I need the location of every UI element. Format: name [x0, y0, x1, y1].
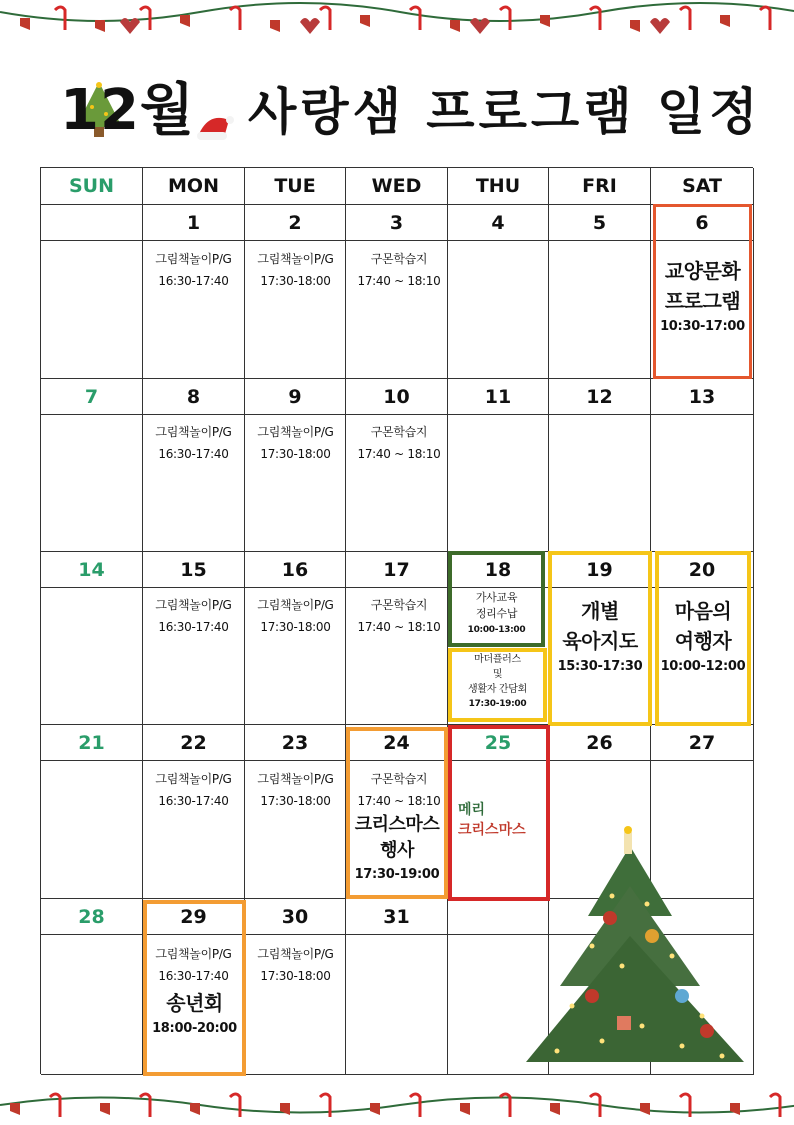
- event-name: 그림책놀이P/G: [155, 252, 232, 266]
- event-name: 구몬학습지: [370, 252, 428, 266]
- weekday-header-6: SAT: [651, 168, 754, 205]
- merry-line1: 메리: [458, 802, 486, 818]
- event-time: 17:30-18:00: [260, 274, 331, 288]
- event-thu18-line1: 가사교육: [475, 591, 518, 604]
- day-number: 16: [245, 552, 346, 588]
- event-picture-book-tue: [245, 594, 346, 638]
- santa-hat-icon: [195, 110, 235, 142]
- event-time: 16:30-17:40: [158, 969, 229, 983]
- event-name: 그림책놀이P/G: [257, 425, 334, 439]
- event-fri19: [550, 596, 650, 678]
- event-thu18b-line1: 마더플러스: [474, 654, 521, 665]
- christmas-tree-decoration: [522, 826, 754, 1074]
- day-cell: [41, 588, 143, 725]
- event-name: 그림책놀이P/G: [155, 598, 232, 612]
- event-name: 그림책놀이P/G: [155, 947, 232, 961]
- event-time: 17:40 ~ 18:10: [357, 620, 441, 634]
- event-name: 그림책놀이P/G: [155, 772, 232, 786]
- day-cell: [346, 935, 448, 1075]
- event-thu18: [450, 590, 543, 638]
- day-number: 27: [651, 725, 754, 761]
- event-picture-book-mon: [143, 248, 244, 292]
- event-sat20-time: 10:00-12:00: [660, 659, 746, 674]
- event-picture-book-mon: [143, 594, 244, 638]
- day-number: 24: [346, 725, 448, 761]
- day-number: 20: [651, 552, 754, 588]
- event-kumon: [350, 421, 448, 465]
- event-mon29-time: 18:00-20:00: [152, 1021, 237, 1036]
- day-number: 4: [448, 205, 549, 241]
- event-name: 그림책놀이P/G: [257, 252, 334, 266]
- day-number: 12: [549, 379, 651, 415]
- event-thu18b-time: 17:30-19:00: [468, 699, 527, 709]
- event-picture-book-tue: [245, 943, 346, 987]
- event-time: 17:30-18:00: [260, 794, 331, 808]
- event-picture-book-mon: [143, 768, 244, 812]
- day-number: 19: [549, 552, 651, 588]
- event-thu18-time: 10:00-13:00: [467, 625, 526, 635]
- event-fri19-line2: 육아지도: [562, 629, 638, 653]
- day-number: 26: [549, 725, 651, 761]
- event-wed24-time: 17:30-19:00: [354, 867, 440, 882]
- event-sat6: [655, 256, 750, 338]
- day-number: 9: [245, 379, 346, 415]
- page-title: 사랑샘 프로그램 일정: [248, 83, 762, 141]
- day-number: 17: [346, 552, 448, 588]
- day-cell: [41, 241, 143, 379]
- merry-christmas-text: [458, 800, 526, 840]
- event-kumon: [350, 248, 448, 292]
- day-cell: [41, 415, 143, 552]
- day-number: 10: [346, 379, 448, 415]
- event-sat20-line1: 마음의: [674, 599, 732, 623]
- day-number: 22: [143, 725, 245, 761]
- day-number: 28: [41, 899, 143, 935]
- day-cell: [549, 241, 651, 379]
- event-time: 16:30-17:40: [158, 447, 229, 461]
- event-mon29-line1: 송년회: [166, 991, 223, 1015]
- event-sat20: [657, 596, 749, 678]
- weekday-header-3: WED: [346, 168, 448, 205]
- day-number: 6: [651, 205, 754, 241]
- event-name: 그림책놀이P/G: [155, 425, 232, 439]
- event-name: 구몬학습지: [370, 425, 428, 439]
- day-number: 11: [448, 379, 549, 415]
- event-thu18-evening: [450, 652, 545, 712]
- day-number: 13: [651, 379, 754, 415]
- event-name: 구몬학습지: [370, 772, 428, 786]
- day-number: 18: [448, 552, 549, 588]
- event-fri19-line1: 개별: [581, 599, 619, 623]
- event-picture-book-tue: [245, 768, 346, 812]
- weekday-header-1: MON: [143, 168, 245, 205]
- day-number: 30: [245, 899, 346, 935]
- event-time: 17:40 ~ 18:10: [357, 274, 441, 288]
- event-kumon: [350, 594, 448, 638]
- event-time: 17:30-18:00: [260, 620, 331, 634]
- event-picture-book-mon: [143, 421, 244, 465]
- merry-line2: 크리스마스: [458, 822, 526, 838]
- event-sat20-line2: 여행자: [674, 629, 732, 653]
- event-fri19-time: 15:30-17:30: [557, 659, 643, 674]
- weekday-header-0: SUN: [41, 168, 143, 205]
- event-time: 16:30-17:40: [158, 620, 229, 634]
- day-cell: [651, 415, 754, 552]
- event-thu18-line2: 정리수납: [475, 607, 518, 620]
- day-number: 25: [448, 725, 549, 761]
- day-number: 2: [245, 205, 346, 241]
- day-cell: [549, 415, 651, 552]
- day-number: 31: [346, 899, 448, 935]
- event-thu18b-line2: 및: [492, 669, 503, 680]
- weekday-header-5: FRI: [549, 168, 651, 205]
- garland-top-decoration: [0, 0, 794, 40]
- day-cell: [41, 761, 143, 899]
- event-time: 17:40 ~ 18:10: [357, 794, 441, 808]
- day-number: 23: [245, 725, 346, 761]
- day-cell: [41, 935, 143, 1075]
- event-name: 그림책놀이P/G: [257, 772, 334, 786]
- event-wed24-christmas: [348, 812, 446, 886]
- garland-bottom-decoration: [0, 1085, 794, 1125]
- day-number: 29: [143, 899, 245, 935]
- day-cell: [448, 415, 549, 552]
- event-wed24-line2: 행사: [380, 840, 414, 861]
- day-number: 14: [41, 552, 143, 588]
- event-thu18b-line3: 생활자 간담회: [467, 684, 528, 695]
- event-picture-book-tue: [245, 421, 346, 465]
- event-sat6-name2: 프로그램: [664, 289, 741, 313]
- event-time: 17:30-18:00: [260, 969, 331, 983]
- title-month: 12월: [60, 78, 196, 143]
- day-number: 21: [41, 725, 143, 761]
- event-mon29-party: [145, 988, 244, 1040]
- day-number: 1: [143, 205, 245, 241]
- event-name: 그림책놀이P/G: [257, 598, 334, 612]
- event-wed24-line1: 크리스마스: [354, 814, 440, 835]
- day-number: 5: [549, 205, 651, 241]
- day-number: 7: [41, 379, 143, 415]
- event-picture-book-tue: [245, 248, 346, 292]
- day-number: [41, 205, 143, 241]
- event-sat6-time: 10:30-17:00: [660, 319, 745, 334]
- event-name: 그림책놀이P/G: [257, 947, 334, 961]
- event-time: 17:40 ~ 18:10: [357, 447, 441, 461]
- event-time: 16:30-17:40: [158, 794, 229, 808]
- day-number: 3: [346, 205, 448, 241]
- event-time: 16:30-17:40: [158, 274, 229, 288]
- event-name: 구몬학습지: [370, 598, 428, 612]
- title-area: [0, 62, 794, 142]
- event-time: 17:30-18:00: [260, 447, 331, 461]
- day-cell: [448, 241, 549, 379]
- day-number: 15: [143, 552, 245, 588]
- day-number: 8: [143, 379, 245, 415]
- weekday-header-2: TUE: [245, 168, 346, 205]
- weekday-header-4: THU: [448, 168, 549, 205]
- event-sat6-name1: 교양문화: [664, 259, 741, 283]
